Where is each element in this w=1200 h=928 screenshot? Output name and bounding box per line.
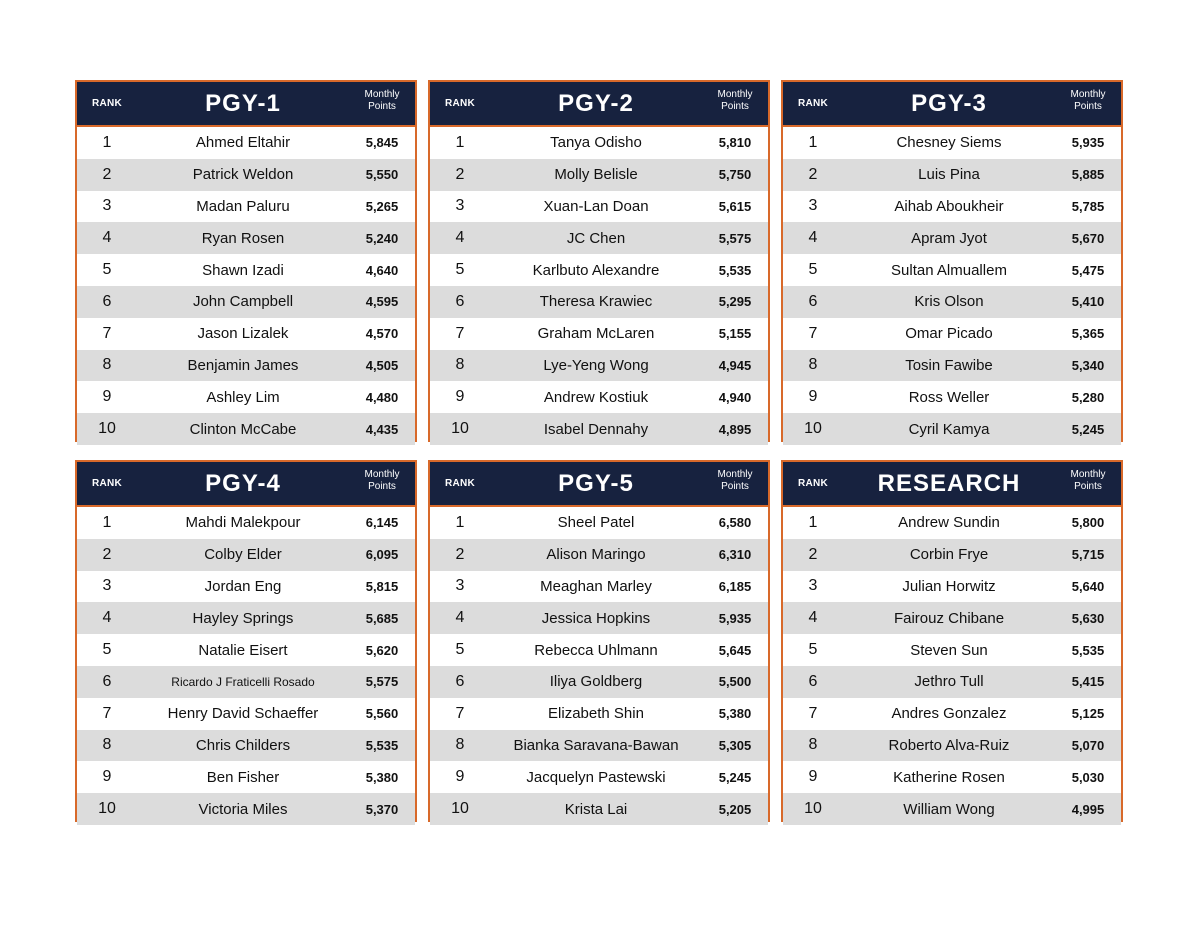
rank-cell: 4 (455, 609, 465, 627)
name-cell: John Campbell (192, 293, 294, 311)
name-cell: William Wong (903, 800, 995, 818)
name-cell: Tosin Fawibe (905, 356, 993, 374)
points-cell: 5,670 (1071, 230, 1105, 246)
rank-cell: 7 (455, 704, 465, 722)
points-cell: 5,245 (1071, 421, 1105, 437)
rank-cell: 5 (102, 641, 112, 659)
rank-cell: 5 (102, 261, 112, 279)
points-cell: 5,785 (1071, 198, 1105, 214)
table-row (77, 539, 415, 571)
board-title: PGY-3 (911, 90, 987, 117)
leaderboard-pgy-4 (75, 460, 417, 822)
table-row (783, 191, 1121, 223)
board-header (77, 82, 415, 127)
name-cell: Lye-Yeng Wong (543, 356, 649, 374)
rank-column-header: RANK (797, 478, 829, 489)
points-cell: 6,310 (718, 547, 752, 563)
leaderboard-pgy-1 (75, 80, 417, 442)
name-cell: Jason Lizalek (197, 325, 289, 343)
name-cell: Benjamin James (187, 356, 299, 374)
table-row (77, 413, 415, 445)
rank-cell: 10 (451, 800, 469, 818)
points-cell: 5,535 (365, 737, 399, 753)
points-cell: 5,575 (718, 230, 752, 246)
rank-cell: 9 (808, 768, 818, 786)
table-row (77, 793, 415, 825)
table-row (430, 507, 768, 539)
table-row (783, 698, 1121, 730)
name-cell: Omar Picado (905, 325, 993, 343)
rank-cell: 5 (455, 261, 465, 279)
table-row (430, 318, 768, 350)
table-row (430, 539, 768, 571)
name-cell: Graham McLaren (537, 325, 655, 343)
points-cell: 5,715 (1071, 547, 1105, 563)
points-cell: 5,415 (1071, 674, 1105, 690)
board-header (77, 462, 415, 507)
table-row (77, 318, 415, 350)
points-cell: 6,145 (365, 515, 399, 531)
name-cell: Henry David Schaeffer (167, 705, 319, 723)
points-cell: 5,815 (365, 578, 399, 594)
table-row (783, 286, 1121, 318)
table-row (77, 666, 415, 698)
name-cell: Krista Lai (564, 800, 628, 818)
points-cell: 5,245 (718, 769, 752, 785)
name-cell: Bianka Saravana-Bawan (513, 736, 679, 754)
rank-cell: 3 (455, 577, 465, 595)
points-cell: 5,155 (718, 326, 752, 342)
rank-cell: 3 (808, 197, 818, 215)
table-row (783, 539, 1121, 571)
rank-cell: 8 (455, 356, 465, 374)
points-cell: 5,640 (1071, 578, 1105, 594)
rank-cell: 2 (455, 545, 465, 563)
rank-cell: 8 (102, 736, 112, 754)
rank-cell: 2 (808, 545, 818, 563)
points-cell: 5,645 (718, 642, 752, 658)
points-column-header: Monthly Points (1070, 469, 1106, 492)
name-cell: Molly Belisle (554, 166, 638, 184)
table-row (783, 602, 1121, 634)
rank-cell: 10 (98, 420, 116, 438)
points-cell: 5,500 (718, 674, 752, 690)
rank-cell: 5 (455, 641, 465, 659)
name-cell: Ahmed Eltahir (195, 134, 291, 152)
rank-cell: 2 (102, 545, 112, 563)
table-row (783, 761, 1121, 793)
name-cell: Jordan Eng (204, 577, 282, 595)
rank-cell: 8 (455, 736, 465, 754)
table-row (783, 127, 1121, 159)
rank-column-header: RANK (91, 98, 123, 109)
rank-cell: 1 (808, 513, 818, 531)
table-row (783, 350, 1121, 382)
name-cell: Andrew Kostiuk (543, 388, 649, 406)
rank-column-header: RANK (444, 478, 476, 489)
rank-cell: 1 (102, 513, 112, 531)
points-cell: 5,410 (1071, 294, 1105, 310)
table-row (430, 413, 768, 445)
points-cell: 4,595 (365, 294, 399, 310)
points-cell: 5,810 (718, 135, 752, 151)
name-cell: Elizabeth Shin (548, 705, 644, 723)
name-cell: Natalie Eisert (198, 641, 288, 659)
table-row (77, 254, 415, 286)
rank-cell: 7 (102, 324, 112, 342)
table-row (783, 318, 1121, 350)
name-cell: Andres Gonzalez (891, 705, 1007, 723)
table-row (783, 159, 1121, 191)
rank-cell: 3 (455, 197, 465, 215)
rank-cell: 6 (455, 292, 465, 310)
rank-cell: 3 (102, 197, 112, 215)
points-cell: 5,550 (365, 167, 399, 183)
rank-cell: 8 (808, 736, 818, 754)
table-row (77, 761, 415, 793)
table-row (430, 793, 768, 825)
points-cell: 5,475 (1071, 262, 1105, 278)
points-cell: 5,535 (718, 262, 752, 278)
rank-cell: 1 (102, 133, 112, 151)
rank-cell: 10 (451, 420, 469, 438)
board-rows (77, 507, 415, 825)
table-row (430, 191, 768, 223)
board-title: RESEARCH (877, 470, 1021, 497)
rank-cell: 10 (804, 420, 822, 438)
table-row (77, 191, 415, 223)
rank-cell: 10 (804, 800, 822, 818)
name-cell: Chris Childers (195, 736, 291, 754)
points-cell: 6,580 (718, 515, 752, 531)
table-row (77, 381, 415, 413)
name-cell: Jessica Hopkins (541, 609, 651, 627)
points-cell: 5,380 (365, 769, 399, 785)
name-cell: Chesney Siems (896, 134, 1002, 152)
rank-cell: 7 (102, 704, 112, 722)
name-cell: Meaghan Marley (540, 577, 652, 595)
name-cell: Theresa Krawiec (539, 293, 653, 311)
points-cell: 5,935 (1071, 135, 1105, 151)
name-cell: Steven Sun (910, 641, 988, 659)
points-cell: 5,295 (718, 294, 752, 310)
name-cell: Alison Maringo (546, 546, 646, 564)
table-row (430, 602, 768, 634)
points-column-header: Monthly Points (1070, 89, 1106, 112)
points-cell: 5,750 (718, 167, 752, 183)
rank-cell: 8 (102, 356, 112, 374)
points-cell: 4,940 (718, 389, 752, 405)
name-cell: Sheel Patel (557, 514, 635, 532)
points-cell: 5,280 (1071, 389, 1105, 405)
table-row (430, 350, 768, 382)
table-row (77, 634, 415, 666)
board-title: PGY-1 (205, 90, 281, 117)
rank-cell: 5 (808, 641, 818, 659)
rank-cell: 3 (808, 577, 818, 595)
rank-cell: 6 (808, 672, 818, 690)
rank-cell: 4 (808, 229, 818, 247)
name-cell: Ross Weller (908, 388, 990, 406)
points-cell: 4,505 (365, 357, 399, 373)
table-row (77, 127, 415, 159)
table-row (430, 730, 768, 762)
rank-cell: 9 (102, 768, 112, 786)
name-cell: Fairouz Chibane (893, 609, 1005, 627)
points-cell: 5,535 (1071, 642, 1105, 658)
points-cell: 5,205 (718, 801, 752, 817)
rank-cell: 9 (455, 768, 465, 786)
table-row (77, 602, 415, 634)
name-cell: Sultan Almuallem (891, 261, 1007, 279)
table-row (430, 159, 768, 191)
table-row (77, 571, 415, 603)
name-cell: JC Chen (566, 229, 626, 247)
points-cell: 5,305 (718, 737, 752, 753)
table-row (430, 127, 768, 159)
board-title: PGY-2 (558, 90, 634, 117)
name-cell: Cyril Kamya (908, 420, 990, 438)
board-title: PGY-5 (558, 470, 634, 497)
name-cell: Patrick Weldon (192, 166, 294, 184)
points-cell: 5,240 (365, 230, 399, 246)
table-row (77, 222, 415, 254)
rank-cell: 4 (102, 229, 112, 247)
rank-cell: 7 (455, 324, 465, 342)
points-cell: 5,620 (365, 642, 399, 658)
table-row (77, 350, 415, 382)
name-cell: Victoria Miles (198, 800, 288, 818)
name-cell: Xuan-Lan Doan (543, 197, 649, 215)
name-cell: Jethro Tull (914, 673, 984, 691)
points-cell: 5,575 (365, 674, 399, 690)
rank-cell: 1 (808, 133, 818, 151)
rank-cell: 2 (455, 165, 465, 183)
table-row (783, 730, 1121, 762)
points-cell: 4,995 (1071, 801, 1105, 817)
board-header (783, 82, 1121, 127)
name-cell: Katherine Rosen (893, 768, 1005, 786)
name-cell: Corbin Frye (909, 546, 989, 564)
name-cell: Ashley Lim (206, 388, 280, 406)
leaderboard-pgy-5 (428, 460, 770, 822)
points-cell: 5,615 (718, 198, 752, 214)
name-cell: Mahdi Malekpour (185, 514, 301, 532)
name-cell: Tanya Odisho (550, 134, 642, 152)
points-cell: 5,125 (1071, 706, 1105, 722)
board-rows (430, 507, 768, 825)
name-cell: Apram Jyot (911, 229, 987, 247)
table-row (430, 761, 768, 793)
board-rows (783, 507, 1121, 825)
board-title: PGY-4 (205, 470, 281, 497)
table-row (783, 634, 1121, 666)
table-row (430, 381, 768, 413)
rank-column-header: RANK (91, 478, 123, 489)
points-column-header: Monthly Points (717, 89, 753, 112)
table-row (77, 159, 415, 191)
table-row (430, 698, 768, 730)
name-cell: Andrew Sundin (898, 514, 1000, 532)
table-row (783, 222, 1121, 254)
points-cell: 5,885 (1071, 167, 1105, 183)
rank-cell: 6 (102, 672, 112, 690)
name-cell: Kris Olson (914, 293, 984, 311)
rank-cell: 6 (102, 292, 112, 310)
rank-column-header: RANK (444, 98, 476, 109)
name-cell: Aihab Aboukheir (894, 197, 1004, 215)
leaderboard-research (781, 460, 1123, 822)
rank-cell: 4 (102, 609, 112, 627)
rank-column-header: RANK (797, 98, 829, 109)
table-row (783, 571, 1121, 603)
rank-cell: 5 (808, 261, 818, 279)
points-column-header: Monthly Points (717, 469, 753, 492)
points-cell: 4,570 (365, 326, 399, 342)
name-cell: Isabel Dennahy (543, 420, 649, 438)
points-cell: 4,640 (365, 262, 399, 278)
rank-cell: 1 (455, 513, 465, 531)
rank-cell: 2 (102, 165, 112, 183)
table-row (77, 507, 415, 539)
name-cell: Hayley Springs (192, 609, 294, 627)
points-cell: 6,185 (718, 578, 752, 594)
name-cell: Luis Pina (918, 166, 980, 184)
table-row (783, 666, 1121, 698)
rank-cell: 8 (808, 356, 818, 374)
rank-cell: 6 (808, 292, 818, 310)
points-cell: 5,265 (365, 198, 399, 214)
points-cell: 5,800 (1071, 515, 1105, 531)
name-cell: Clinton McCabe (189, 420, 297, 438)
rank-cell: 4 (808, 609, 818, 627)
board-rows (430, 127, 768, 445)
name-cell: Karlbuto Alexandre (532, 261, 660, 279)
rank-cell: 9 (808, 388, 818, 406)
name-cell: Ben Fisher (206, 768, 280, 786)
rank-cell: 7 (808, 324, 818, 342)
table-row (430, 222, 768, 254)
points-cell: 5,380 (718, 706, 752, 722)
points-cell: 4,945 (718, 357, 752, 373)
points-cell: 5,630 (1071, 610, 1105, 626)
table-row (783, 381, 1121, 413)
table-row (430, 634, 768, 666)
table-row (77, 286, 415, 318)
table-row (430, 571, 768, 603)
name-cell: Iliya Goldberg (549, 673, 643, 691)
points-cell: 4,435 (365, 421, 399, 437)
name-cell: Julian Horwitz (902, 577, 996, 595)
points-cell: 5,070 (1071, 737, 1105, 753)
table-row (783, 254, 1121, 286)
table-row (77, 730, 415, 762)
name-cell: Roberto Alva-Ruiz (888, 736, 1010, 754)
table-row (430, 286, 768, 318)
name-cell: Ricardo J Fraticelli Rosado (171, 674, 315, 689)
table-row (430, 254, 768, 286)
name-cell: Madan Paluru (196, 197, 290, 215)
points-cell: 5,370 (365, 801, 399, 817)
points-cell: 5,340 (1071, 357, 1105, 373)
table-row (77, 698, 415, 730)
table-row (783, 413, 1121, 445)
name-cell: Colby Elder (204, 546, 282, 564)
board-header (430, 462, 768, 507)
leaderboard-pgy-2 (428, 80, 770, 442)
board-rows (783, 127, 1121, 445)
rank-cell: 3 (102, 577, 112, 595)
points-cell: 4,480 (365, 389, 399, 405)
name-cell: Jacquelyn Pastewski (526, 768, 666, 786)
rank-cell: 9 (102, 388, 112, 406)
rank-cell: 7 (808, 704, 818, 722)
board-header (783, 462, 1121, 507)
name-cell: Rebecca Uhlmann (534, 641, 658, 659)
points-cell: 5,560 (365, 706, 399, 722)
points-cell: 5,365 (1071, 326, 1105, 342)
rank-cell: 4 (455, 229, 465, 247)
points-cell: 5,935 (718, 610, 752, 626)
rank-cell: 1 (455, 133, 465, 151)
rank-cell: 2 (808, 165, 818, 183)
name-cell: Shawn Izadi (202, 261, 284, 279)
points-cell: 6,095 (365, 547, 399, 563)
table-row (430, 666, 768, 698)
leaderboard-pgy-3 (781, 80, 1123, 442)
table-row (783, 793, 1121, 825)
rank-cell: 6 (455, 672, 465, 690)
points-cell: 4,895 (718, 421, 752, 437)
points-cell: 5,685 (365, 610, 399, 626)
points-cell: 5,030 (1071, 769, 1105, 785)
board-header (430, 82, 768, 127)
rank-cell: 9 (455, 388, 465, 406)
name-cell: Ryan Rosen (201, 229, 285, 247)
rank-cell: 10 (98, 800, 116, 818)
points-column-header: Monthly Points (364, 89, 400, 112)
table-row (783, 507, 1121, 539)
board-rows (77, 127, 415, 445)
points-column-header: Monthly Points (364, 469, 400, 492)
points-cell: 5,845 (365, 135, 399, 151)
